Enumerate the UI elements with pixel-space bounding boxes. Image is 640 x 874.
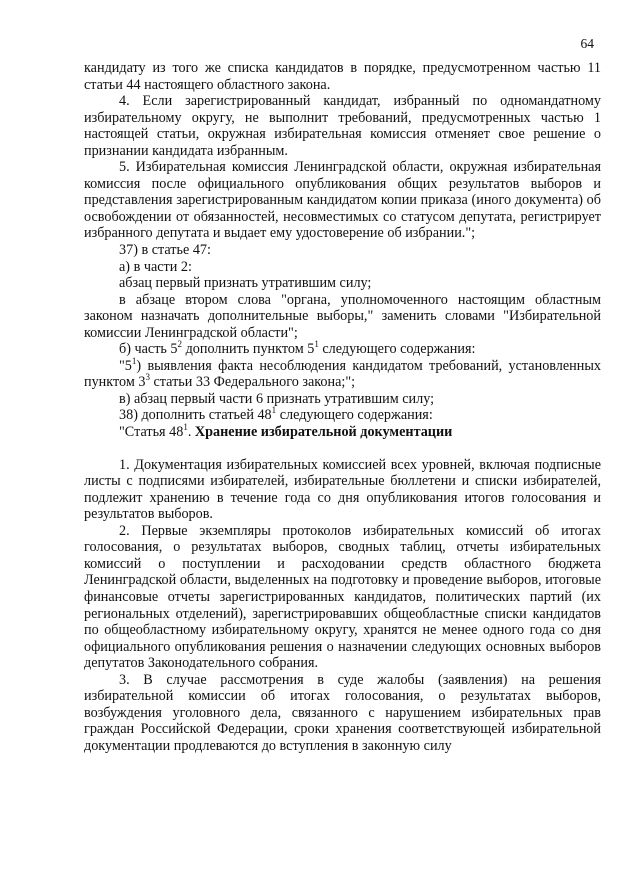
paragraph-item-4: 4. Если зарегистрированный кандидат, избранный по одномандатному избирательному округу, не выполнит требований, предусмотренных частью 1 настоящей статьи, окружная избирательная комиссия отменяет свое решение о признании кандидата избранным.: [84, 93, 601, 159]
paragraph-continuation: кандидату из того же списка кандидатов в порядке, предусмотренном частью 11 статьи 44 настоящего областного закона.: [84, 60, 601, 93]
paragraph-article-item-1: 1. Документация избирательных комиссией всех уровней, включая подписные листы с подписями избирателей, избирательные бюллетени и списки избирателей, подлежит хранению в течение года со дня опубликования итогов голосования и результатов выборов.: [84, 456, 601, 523]
paragraph-subitem-b: б) часть $5^2$ дополнить пунктом $5^1$ следующего содержания:: [119, 339, 476, 358]
paragraph-article-item-3: 3. В случае рассмотрения в суде жалобы (заявления) на решения избирательной комиссии об итогах голосования, о результатах выборов, возбуждения уголовного дела, связанного с нарушением избирательных прав граждан Российской Федерации, сроки хранения соответствующей избирательной документации продлеваются до вступления в законную силу: [84, 671, 601, 754]
article-heading: "Статья $48^1$. Хранение избирательной документации: [119, 422, 453, 441]
paragraph-first-abzac: абзац первый признать утратившим силу;: [119, 275, 372, 292]
paragraph-article-item-2: 2. Первые экземпляры протоколов избирательных комиссий об итогах голосования, о результатах выборов, сводных таблиц, отчеты избирательных комиссий о поступлении и расходовании средств областного бюджета Ленинградской области, выделенных на подготовку и проведение выборов, итоговые финансовые отчеты зарегистрированных кандидатов, политических партий (их региональных отделений), зарегистрировавших общеобластные списки кандидатов по общеобластному избирательному округу, хранятся не менее одного года со дня официального опубликования решения о назначении следующих основных выборов депутатов Законодательного собрания.: [84, 522, 601, 672]
paragraph-amendment-38: 38) дополнить статьей $48^1$ следующего содержания:: [119, 405, 433, 424]
paragraph-amendment-37: 37) в статье 47:: [119, 242, 211, 259]
paragraph-subitem-v: в) абзац первый части 6 признать утратившим силу;: [119, 390, 435, 407]
paragraph-second-abzac: в абзаце втором слова "органа, уполномоченного настоящим областным законом назначать дополнительные выборы," заменить словами "Избирательной комиссии Ленинградской области";: [84, 291, 601, 341]
page-number: 64: [580, 36, 594, 51]
paragraph-point-5-1: "$5^1$) выявления факта несоблюдения кандидатом требований, установленных пунктом $3^3$ статьи 33 Федерального закона;";: [84, 355, 601, 391]
article-title: Хранение избирательной документации: [194, 424, 453, 441]
paragraph-item-5: 5. Избирательная комиссия Ленинградской области, окружная избирательная комиссия после официального опубликования общих результатов выборов и представления зарегистрированным кандидатом копии приказа (иного документа) об освобождении от обязанностей, несовместимых со статусом депутата, регистрирует избранного депутата и выдает ему удостоверение об избрании.";: [84, 159, 601, 242]
paragraph-subitem-a: а) в части 2:: [119, 258, 192, 275]
document-body: [84, 60, 601, 754]
